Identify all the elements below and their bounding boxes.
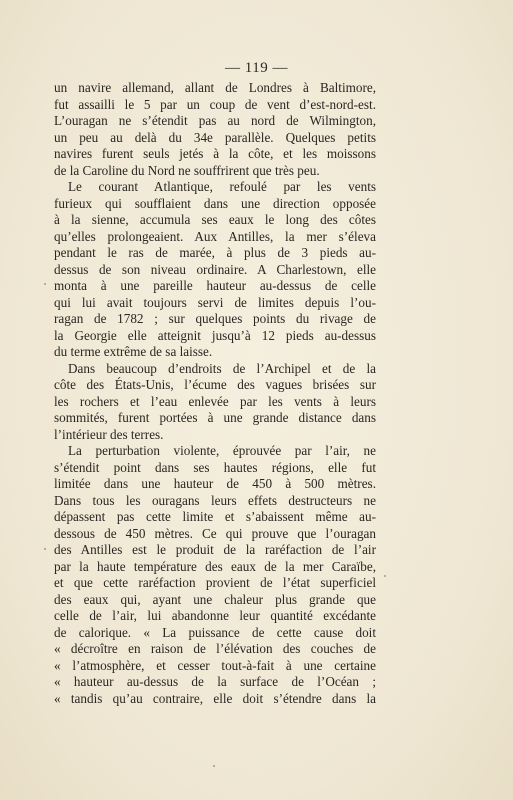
text-line: qui lui avait toujours servi de limites depuis l’ou-: [54, 294, 376, 310]
text-line: « tandis qu’au contraire, elle doit s’étendre dans la: [54, 690, 376, 706]
paper-speck: [44, 548, 46, 550]
text-line: fut assailli le 5 par un coup de vent d’est-nord-est.: [54, 96, 376, 112]
paper-speck: [44, 283, 46, 285]
text-line: « hauteur au-dessus de la surface de l’Océan ;: [54, 674, 376, 689]
text-line: pendant le ras de marée, à plus de 3 pieds au-: [54, 245, 376, 260]
text-line: des Antilles est le produit de la raréfaction de l’air: [54, 542, 376, 557]
text-line: qu’elles prolongeaient. Aux Antilles, la mer s’éleva: [54, 228, 376, 244]
text-line: ragan de 1782 ; sur quelques points du rivage de: [54, 311, 376, 326]
text-line: Dans beaucoup d’endroits de l’Archipel et de la: [68, 360, 376, 376]
text-line: du terme extrême de sa laisse.: [54, 344, 213, 359]
text-line: les rochers et l’eau enlevée par les vents à leurs: [54, 393, 376, 409]
text-line: à la sienne, accumula ses eaux le long des côtes: [54, 212, 376, 227]
text-line: dessus de son niveau ordinaire. A Charlestown, elle: [54, 261, 376, 277]
text-line: et que cette raréfaction provient de l’état superficiel: [54, 575, 376, 590]
text-line: l’intérieur des terres.: [54, 426, 164, 442]
text-line: s’étendit point dans ses hautes régions, elle fut: [54, 459, 376, 475]
text-line: celle de l’air, lui abandonne leur quantité excédante: [54, 608, 376, 623]
page-number: — 119 —: [225, 60, 288, 76]
text-line: « décroître en raison de l’élévation des couches de: [54, 641, 376, 656]
text-line: L’ouragan ne s’étendit pas au nord de Wilmington,: [54, 113, 376, 128]
text-line: des eaux qui, ayant une chaleur plus grande que: [54, 591, 376, 607]
text-line: navires furent seuls jetés à la côte, et les moissons: [54, 146, 376, 161]
text-line: un peu au delà du 34e parallèle. Quelques petits: [54, 129, 376, 145]
text-line: dessous de 450 mètres. Ce qui prouve que l’ouragan: [54, 525, 376, 541]
text-line: sommités, furent portées à une grande distance dans: [54, 410, 376, 425]
text-line: furieux qui soufflaient dans une direction opposée: [54, 195, 376, 211]
body-text: [54, 80, 376, 707]
text-line: dépassent pas cette limite et s’abaissent même au-: [54, 509, 376, 524]
paper-speck: [384, 575, 386, 577]
text-line: la Georgie elle atteignit jusqu’à 12 pieds au-dessus: [54, 327, 376, 343]
text-line: monta à une pareille hauteur au-dessus de celle: [54, 278, 376, 293]
text-line: de calorique. « La puissance de cette cause doit: [54, 624, 376, 640]
text-line: Dans tous les ouragans leurs effets destructeurs ne: [54, 492, 376, 508]
text-line: un navire allemand, allant de Londres à Baltimore,: [54, 80, 376, 95]
text-line: de la Caroline du Nord ne souffrirent que très peu.: [54, 162, 320, 178]
text-line: par la haute température des eaux de la mer Caraïbe,: [54, 558, 376, 574]
text-line: côte des États-Unis, l’écume des vagues brisées sur: [54, 377, 376, 392]
text-line: limitée dans une hauteur de 450 à 500 mètres.: [54, 476, 376, 491]
text-line: « l’atmosphère, et cesser tout-à-fait à une certaine: [54, 657, 376, 673]
text-line: Le courant Atlantique, refoulé par les vents: [68, 179, 376, 194]
text-line: La perturbation violente, éprouvée par l’air, ne: [68, 443, 376, 458]
paper-speck: [213, 765, 215, 767]
